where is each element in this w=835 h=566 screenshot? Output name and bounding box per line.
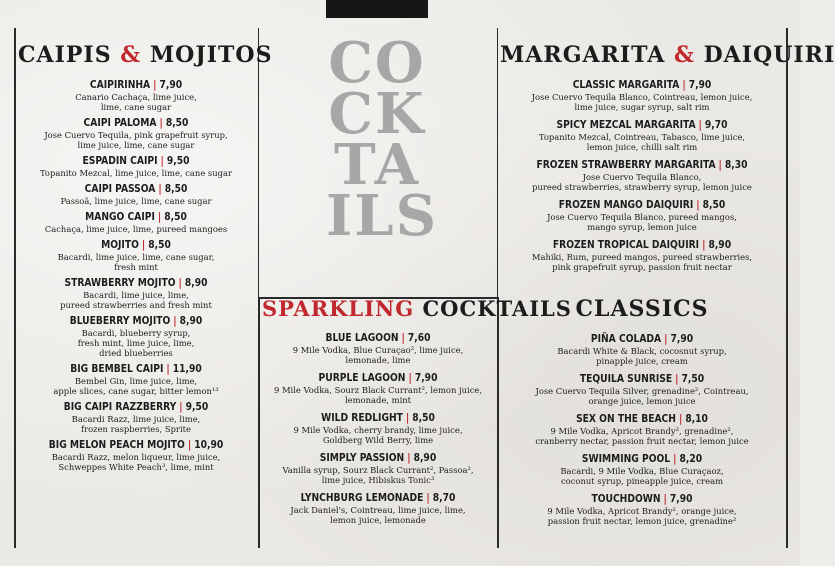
menu-item-header [500, 200, 784, 212]
divider-right-col-left [497, 28, 498, 297]
menu-item [18, 118, 254, 150]
menu-item-header [18, 278, 254, 290]
menu-item-price: 7,90 [159, 80, 183, 91]
price-separator: | [187, 440, 192, 451]
divider-center-left [258, 297, 260, 548]
menu-item [500, 414, 784, 446]
menu-item [500, 160, 784, 192]
menu-item-description: Bacardi Razz, melon liqueur, lime juice, Schweppes White Peach³, lime, mint [51, 452, 221, 472]
menu-item-header [500, 494, 784, 506]
menu-item-price: 7,90 [688, 80, 712, 91]
price-separator: | [407, 453, 411, 464]
menu-item-description: Cachaça, lime juice, lime, pureed mangoes [44, 224, 228, 234]
menu-item-name: PURPLE LAGOON [318, 373, 406, 384]
menu-item-name: FROZEN STRAWBERRY MARGARITA [536, 160, 716, 171]
menu-item-description: Jose Cuervo Tequila Blanco, pureed strawberries, strawberry syrup, lemon juice [532, 172, 752, 192]
menu-item-description: Bembel Gin, lime juice, lime, apple slices, cane sugar, bitter lemon¹³ [53, 376, 219, 396]
menu-item-price: 11,90 [172, 364, 202, 375]
menu-item-name: BIG MELON PEACH MOJITO [48, 440, 185, 451]
menu-item [262, 333, 494, 365]
menu-item [500, 80, 784, 112]
price-separator: | [678, 414, 683, 425]
section-margarita-daiquiri [500, 42, 835, 272]
menu-item-price: 8,30 [724, 160, 748, 171]
menu-item-name: BIG CAIPI RAZZBERRY [63, 402, 177, 413]
menu-item-header [18, 156, 254, 168]
menu-item-description: Bacardi, blueberry syrup, fresh mint, lime juice, lime, dried blueberries [77, 328, 195, 358]
menu-item [500, 334, 784, 366]
menu-item-price: 8,90 [708, 240, 732, 251]
price-separator: | [408, 373, 412, 384]
price-separator: | [166, 364, 170, 375]
menu-item-price: 9,50 [185, 402, 209, 413]
menu-item-description: Jose Cuervo Tequila Silver, grenadine², Cointreau, orange juice, lemon juice [535, 386, 749, 406]
menu-item-description: Canario Cachaça, lime juice, lime, cane sugar [75, 92, 197, 112]
menu-item-description: 9 Mile Vodka, Apricot Brandy², orange juice, passion fruit nectar, lemon juice, grenadine² [547, 506, 737, 526]
menu-item-name: CAIPI PASSOA [84, 184, 156, 195]
menu-item [18, 440, 254, 472]
menu-item [500, 240, 784, 272]
menu-item-price: 7,50 [681, 374, 705, 385]
item-list [500, 80, 784, 272]
price-separator: | [702, 240, 706, 251]
divider-right-edge [786, 28, 788, 548]
menu-item-description: Bacardi Razz, lime juice, lime, frozen raspberries, Sprite [71, 414, 201, 434]
menu-item-description: 9 Mile Vodka, Blue Curaçao², lime juice, lemonade, lime [292, 345, 464, 365]
menu-item [18, 402, 254, 434]
menu-item-price: 8,50 [148, 240, 171, 251]
menu-item-price: 8,50 [164, 212, 187, 223]
menu-item-description: 9 Mile Vodka, Apricot Brandy², grenadine², cranberry nectar, passion fruit nectar, lemon juice [535, 426, 749, 446]
item-list [500, 334, 784, 526]
menu-item-description: Vanilla syrup, Sourz Black Currant², Passoa², lime juice, Hibiskus Tonic³ [282, 465, 474, 485]
price-separator: | [141, 240, 146, 251]
menu-item-price: 8,70 [432, 493, 456, 504]
menu-item-header [18, 402, 254, 414]
menu-item [18, 156, 254, 178]
price-separator: | [158, 184, 162, 195]
menu-item-description: Bacardi, 9 Mile Vodka, Blue Curaçaoz, coconut syrup, pineapple juice, cream [560, 466, 724, 486]
menu-item-description: Passoã, lime juice, lime, cane sugar [60, 196, 212, 206]
menu-item-header [18, 440, 254, 452]
menu-item-header [500, 454, 784, 466]
menu-item-name: SWIMMING POOL [581, 454, 671, 465]
menu-item-price: 9,50 [166, 156, 190, 167]
menu-item-name: MOJITO [101, 240, 139, 251]
menu-item-name: WILD REDLIGHT [321, 413, 403, 424]
menu-item [18, 364, 254, 396]
menu-item-name: STRAWBERRY MOJITO [64, 278, 176, 289]
title-line: TA [333, 132, 421, 198]
menu-item-description: Bacardi, lime juice, lime, cane sugar, fresh mint [57, 252, 215, 272]
divider-left [14, 28, 16, 548]
menu-item-price: 8,50 [702, 200, 726, 211]
menu-item-price: 9,70 [704, 120, 728, 131]
menu-item-price: 8,20 [679, 454, 703, 465]
menu-item-header [262, 373, 494, 385]
menu-item-name: BLUEBERRY MOJITO [69, 316, 171, 327]
price-separator: | [401, 333, 405, 344]
item-list [262, 333, 494, 525]
menu-item-header [18, 212, 254, 224]
price-separator: | [405, 413, 410, 424]
menu-item [500, 454, 784, 486]
menu-item-description: 9 Mile Vodka, cherry brandy, lime juice, Goldberg Wild Berry, lime [293, 425, 463, 445]
price-separator: | [663, 494, 667, 505]
menu-item-description: Topanito Mezcal, lime juice, lime, cane sugar [40, 168, 232, 178]
price-separator: | [159, 118, 163, 129]
menu-item [262, 493, 494, 525]
section-heading: CLASSICS [575, 296, 709, 322]
menu-item-name: BIG BEMBEL CAIPI [70, 364, 164, 375]
menu-item [500, 200, 784, 232]
menu-item-name: CLASSIC MARGARITA [572, 80, 680, 91]
menu-item [500, 120, 784, 152]
menu-item-header [262, 333, 494, 345]
menu-item-header [262, 413, 494, 425]
menu-item-name: BLUE LAGOON [325, 333, 399, 344]
menu-item-price: 10,90 [194, 440, 224, 451]
title-line: CK [328, 81, 426, 147]
item-list [18, 80, 254, 472]
section-classics [500, 298, 784, 526]
menu-item-price: 8,90 [184, 278, 208, 289]
menu-item-name: ESPADIN CAIPI [82, 156, 158, 167]
divider-center-right [497, 297, 499, 548]
menu-item-header [500, 160, 784, 172]
menu-item-header [18, 184, 254, 196]
price-separator: | [426, 493, 430, 504]
menu-item [500, 374, 784, 406]
menu-item-price: 8,50 [165, 118, 189, 129]
menu-item-header [500, 80, 784, 92]
menu-item-description: Bacardi White & Black, cocosnut syrup, pinapple juice, cream [557, 346, 727, 366]
price-separator: | [178, 278, 182, 289]
menu-item-header [500, 120, 784, 132]
section-heading: MARGARITA & DAIQUIRI [500, 42, 835, 68]
menu-item-header [262, 453, 494, 465]
section-heading: SPARKLING COCKTAILS [262, 296, 572, 321]
section-caipis-mojitos [18, 42, 273, 472]
title-line: CO [328, 30, 426, 96]
menu-item-name: CAIPI PALOMA [83, 118, 157, 129]
menu-item-price: 8,10 [685, 414, 708, 425]
price-separator: | [718, 160, 722, 171]
section-heading: CAIPIS & MOJITOS [18, 42, 273, 68]
menu-item-description: Jose Cuervo Tequila Blanco, Cointreau, lemon juice, lime juice, sugar syrup, salt rim [531, 92, 753, 112]
menu-item-name: SPICY MEZCAL MARGARITA [556, 120, 696, 131]
price-separator: | [673, 454, 677, 465]
menu-item-price: 8,90 [179, 316, 203, 327]
menu-item [18, 316, 254, 358]
menu-item [18, 278, 254, 310]
menu-item-price: 7,90 [670, 334, 694, 345]
menu-item-price: 7,90 [414, 373, 438, 384]
menu-item-name: TEQUILA SUNRISE [579, 374, 673, 385]
menu-item-price: 7,60 [407, 333, 431, 344]
menu-item-header [18, 80, 254, 92]
menu-item-header [500, 240, 784, 252]
price-separator: | [179, 402, 183, 413]
menu-item-description: Jose Cuervo Tequila, pink grapefruit syrup, lime juice, lime, cane sugar [44, 130, 228, 150]
cocktails-title [326, 30, 439, 249]
menu-item [262, 453, 494, 485]
menu-item-header [18, 364, 254, 376]
menu-item-name: SEX ON THE BEACH [576, 414, 676, 425]
menu-item-description: Bacardi, lime juice, lime, pureed strawberries and fresh mint [60, 290, 212, 310]
menu-item [262, 373, 494, 405]
menu-item-header [18, 240, 254, 252]
menu-item-description: 9 Mile Vodka, Sourz Black Currant², lemon juice, lemonade, mint [273, 385, 483, 405]
menu-item-name: CAIPIRINHA [89, 80, 151, 91]
menu-item-name: FROZEN TROPICAL DAIQUIRI [552, 240, 700, 251]
menu-item-header [262, 493, 494, 505]
menu-item [18, 240, 254, 272]
menu-item-description: Mahiki, Rum, pureed mangos, pureed strawberries, pink grapefruit syrup, passion fruit nectar [531, 252, 753, 272]
top-black-tab [326, 0, 428, 18]
menu-item-name: FROZEN MANGO DAIQUIRI [558, 200, 694, 211]
price-separator: | [675, 374, 679, 385]
title-line: ILS [326, 183, 439, 249]
menu-item-price: 8,50 [412, 413, 435, 424]
price-separator: | [664, 334, 668, 345]
section-sparkling-cocktails [262, 296, 572, 525]
menu-item-description: Jose Cuervo Tequila Blanco, pureed mangos, mango syrup, lemon juice [547, 212, 737, 232]
menu-item-name: PIÑA COLADA [590, 334, 662, 345]
menu-item [500, 494, 784, 526]
menu-item-header [500, 414, 784, 426]
price-separator: | [173, 316, 177, 327]
menu-item-header [18, 316, 254, 328]
menu-item-name: LYNCHBURG LEMONADE [300, 493, 424, 504]
menu-item-description: Jack Daniel's, Cointreau, lime juice, lime, lemon juice, lemonade [290, 505, 466, 525]
price-separator: | [682, 80, 686, 91]
menu-item-name: SIMPLY PASSION [319, 453, 405, 464]
price-separator: | [157, 212, 162, 223]
menu-item-name: MANGO CAIPI [85, 212, 155, 223]
menu-item-price: 8,90 [413, 453, 437, 464]
menu-item-price: 7,90 [669, 494, 693, 505]
price-separator: | [160, 156, 164, 167]
menu-item [18, 80, 254, 112]
menu-item [262, 413, 494, 445]
menu-item [18, 212, 254, 234]
menu-item-price: 8,50 [164, 184, 188, 195]
menu-item [18, 184, 254, 206]
menu-item-header [500, 374, 784, 386]
menu-item-header [500, 334, 784, 346]
price-separator: | [153, 80, 157, 91]
menu-item-description: Topanito Mezcal, Cointreau, Tabasco, lime juice, lemon juice, chilli salt rim [538, 132, 746, 152]
menu-item-header [18, 118, 254, 130]
price-separator: | [698, 120, 702, 131]
menu-item-name: TOUCHDOWN [591, 494, 661, 505]
price-separator: | [696, 200, 700, 211]
